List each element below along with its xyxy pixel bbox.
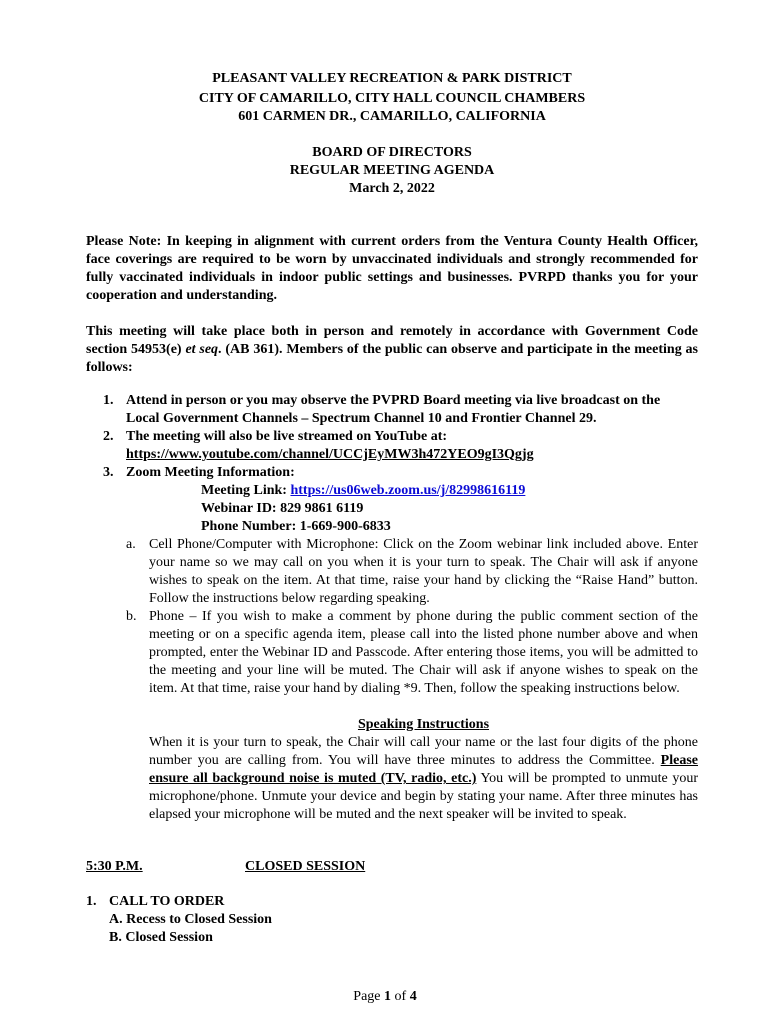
sub-item-label: b. <box>126 609 137 624</box>
session-title: CLOSED SESSION <box>245 859 366 874</box>
zoom-info: Meeting Link: https://us06web.zoom.us/j/82998616119 Webinar ID: 829 9861 6119 Phone Number: 1-669-900-6833 <box>201 483 526 534</box>
covid-note: Please Note: In keeping in alignment with current orders from the Ventura County Health Officer, face coverings are required to be worn by unvaccinated individuals and strongly recommended for fully vaccinated individuals in indoor public settings and businesses. PVRPD thanks you for your cooperation and understanding. <box>86 234 698 303</box>
meeting-date: March 2, 2022 <box>349 181 435 196</box>
speaking-title: Speaking Instructions <box>357 717 490 732</box>
item-number: 2. <box>103 429 114 444</box>
sub-item-text: Phone – If you wish to make a comment by phone during the public comment section of the meeting or on a specific agenda item, please call into the listed phone number above and when prompted, enter the Webinar ID and Passcode. After entering those items, you will be admitted to the meeting and your line will be muted. The Chair will ask if anyone wishes to speak on the item. At that time, raise your hand by dialing *9. Then, follow the speaking instructions below. <box>149 609 698 696</box>
address-line: 601 CARMEN DR., CAMARILLO, CALIFORNIA <box>238 109 546 124</box>
zoom-link[interactable]: https://us06web.zoom.us/j/82998616119 <box>290 483 526 498</box>
item-text: The meeting will also be live streamed on YouTube at: https://www.youtube.com/channel/UCCjEyMW3h472YEO9gI3Qgjg <box>126 428 698 464</box>
venue-line: CITY OF CAMARILLO, CITY HALL COUNCIL CHAMBERS <box>198 91 586 106</box>
page-footer: Page 1 of 4 <box>353 989 417 1004</box>
agenda-title: REGULAR MEETING AGENDA <box>289 163 495 178</box>
item-text: Attend in person or you may observe the PVPRD Board meeting via live broadcast on the Local Government Channels – Spectrum Channel 10 and Frontier Channel 29. <box>126 393 661 426</box>
item-text: Zoom Meeting Information: <box>126 465 295 480</box>
speaking-text: When it is your turn to speak, the Chair will call your name or the last four digits of the phone number you are calling from. You will have three minutes to address the Committee. Please ensure all background noise is muted (TV, radio, etc.) You will be prompted to unmute your microphone/phone. Unmute your device and begin by stating your name. After three minutes has elapsed your microphone will be muted and the next speaker will be invited to speak. <box>149 735 698 822</box>
district-name: PLEASANT VALLEY RECREATION & PARK DISTRICT <box>212 71 572 86</box>
sub-item-label: a. <box>126 537 136 552</box>
webinar-id: Webinar ID: 829 9861 6119 <box>201 501 364 516</box>
phone-number: Phone Number: 1-669-900-6833 <box>201 519 391 534</box>
agenda-subitem: B. Closed Session <box>109 930 213 945</box>
item-number: 1. <box>86 894 97 909</box>
agenda-subitem: A. Recess to Closed Session <box>109 912 272 927</box>
item-number: 3. <box>103 465 114 480</box>
meeting-intro: This meeting will take place both in person and remotely in accordance with Government Code section 54953(e) et seq. (AB 361). Members of the public can observe and participate in the meeting as follows: <box>86 324 698 375</box>
item-number: 1. <box>103 393 114 408</box>
call-to-order-title: CALL TO ORDER <box>109 894 225 909</box>
sub-item-text: Cell Phone/Computer with Microphone: Click on the Zoom webinar link included above. Enter your name so we may call on you when it is your turn to speak. The Chair will ask if anyone wishes to speak on the item. At that time, raise your hand by clicking the “Raise Hand” button. Follow the instructions below regarding speaking. <box>149 537 698 606</box>
youtube-link[interactable]: https://www.youtube.com/channel/UCCjEyMW3h472YEO9gI3Qgjg <box>126 447 534 462</box>
session-time: 5:30 P.M. <box>86 859 143 874</box>
board-title: BOARD OF DIRECTORS <box>312 145 472 160</box>
